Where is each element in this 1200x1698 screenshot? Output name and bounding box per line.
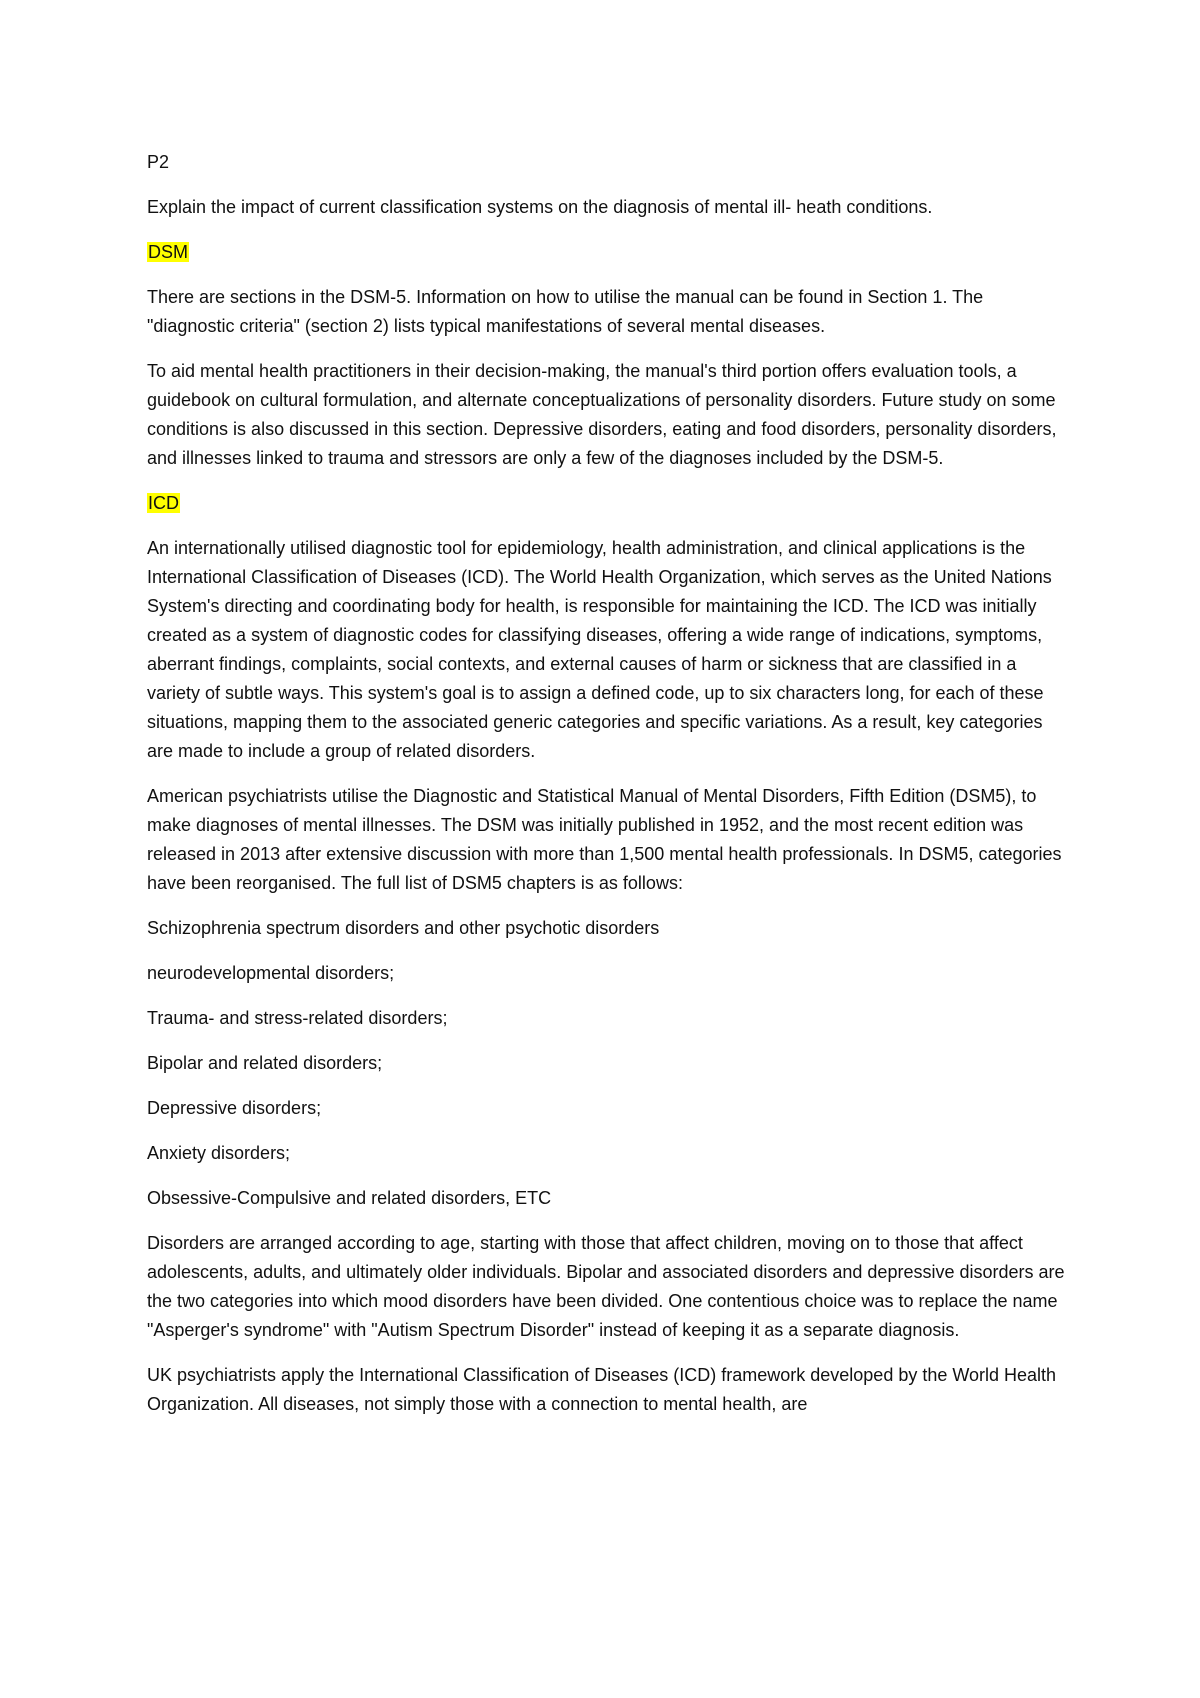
icd-paragraph: American psychiatrists utilise the Diagnostic and Statistical Manual of Mental Disorders, Fifth Edition (DSM5), to make diagnoses of mental illnesses. The DSM was initially published in 1952, and the most recent edition was released in 2013 after extensive discussion with more than 1,500 mental health professionals. In DSM5, categories have been reorganised. The full list of DSM5 chapters is as follows: xyxy=(147,786,1062,893)
chapter-item: Trauma- and stress-related disorders; xyxy=(147,1008,448,1028)
dsm-heading-line xyxy=(147,238,1067,267)
dsm-paragraph: There are sections in the DSM-5. Information on how to utilise the manual can be found in Section 1. The "diagnostic criteria" (section 2) lists typical manifestations of several mental diseases. xyxy=(147,287,984,336)
closing-paragraph: Disorders are arranged according to age, starting with those that affect children, moving on to those that affect adolescents, adults, and ultimately older individuals. Bipolar and associated disorders and depressive disorders are the two categories into which mood disorders have been divided. One contentious choice was to replace the name "Asperger's syndrome" with "Autism Spectrum Disorder" instead of keeping it as a separate diagnosis. xyxy=(147,1233,1065,1340)
closing-paragraph: UK psychiatrists apply the International Classification of Diseases (ICD) framework developed by the World Health Organization. All diseases, not simply those with a connection to mental health, are xyxy=(147,1365,1057,1414)
question-text: Explain the impact of current classification systems on the diagnosis of mental ill- heath conditions. xyxy=(147,197,933,217)
chapter-item: Depressive disorders; xyxy=(147,1098,322,1118)
icd-heading: ICD xyxy=(148,493,179,513)
chapter-item: Anxiety disorders; xyxy=(147,1143,291,1163)
icd-paragraph: An internationally utilised diagnostic tool for epidemiology, health administration, and clinical applications is the International Classification of Diseases (ICD). The World Health Organization, which serves as the United Nations System's directing and coordinating body for health, is responsible for maintaining the ICD. The ICD was initially created as a system of diagnostic codes for classifying diseases, offering a wide range of indications, symptoms, aberrant findings, complaints, social contexts, and external causes of harm or sickness that are classified in a variety of subtle ways. This system's goal is to assign a defined code, up to six characters long, for each of these situations, mapping them to the associated generic categories and specific variations. As a result, key categories are made to include a group of related disorders. xyxy=(147,538,1052,761)
page-label: P2 xyxy=(147,152,170,172)
chapter-item: Bipolar and related disorders; xyxy=(147,1053,383,1073)
document-body xyxy=(147,148,1067,1435)
dsm-heading: DSM xyxy=(148,242,188,262)
dsm-paragraph: To aid mental health practitioners in their decision-making, the manual's third portion offers evaluation tools, a guidebook on cultural formulation, and alternate conceptualizations of personality disorders. Future study on some conditions is also discussed in this section. Depressive disorders, eating and food disorders, personality disorders, and illnesses linked to trauma and stressors are only a few of the diagnoses included by the DSM-5. xyxy=(147,361,1057,468)
chapter-item: Schizophrenia spectrum disorders and other psychotic disorders xyxy=(147,918,660,938)
chapter-item: neurodevelopmental disorders; xyxy=(147,963,395,983)
chapter-item: Obsessive-Compulsive and related disorders, ETC xyxy=(147,1188,552,1208)
icd-heading-line xyxy=(147,489,1067,518)
